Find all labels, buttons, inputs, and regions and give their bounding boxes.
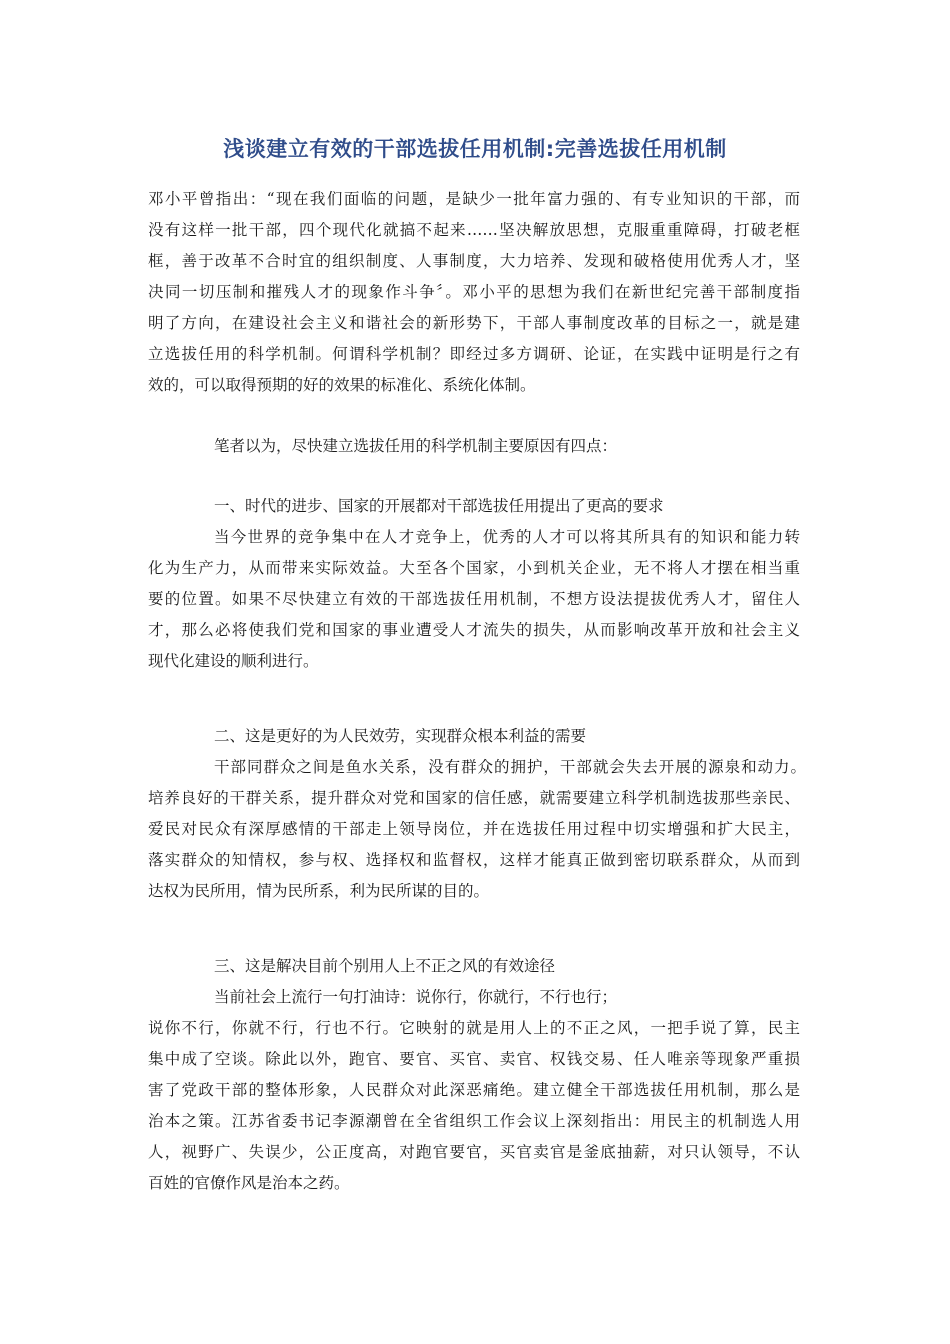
section-2-line: 培养良好的干群关系，提升群众对党和国家的信任感，就需要建立科学机制选拔那些亲民、	[148, 789, 800, 807]
section-2-heading: 二、这是更好的为人民效劳，实现群众根本利益的需要	[214, 727, 587, 745]
section-3-line: 说你不行，你就不行，行也不行。它映射的就是用人上的不正之风，一把手说了算，民主	[148, 1019, 800, 1037]
section-1-line: 才，那么必将使我们党和国家的事业遭受人才流失的损失，从而影响改革开放和社会主义	[148, 621, 800, 639]
section-2-line: 达权为民所用，情为民所系，利为民所谋的目的。	[148, 882, 490, 900]
intro-line: 明了方向，在建设社会主义和谐社会的新形势下，干部人事制度改革的目标之一，就是建	[148, 314, 800, 332]
section-2-line: 干部同群众之间是鱼水关系，没有群众的拥护，干部就会失去开展的源泉和动力。	[214, 758, 806, 776]
intro-line: 决同一切压制和摧残人才的现象作斗争〞。邓小平的思想为我们在新世纪完善干部制度指	[148, 283, 800, 301]
section-3-line: 当前社会上流行一句打油诗：说你行，你就行，不行也行；	[214, 988, 618, 1006]
section-3-line: 害了党政干部的整体形象，人民群众对此深恶痛绝。建立健全干部选拔任用机制，那么是	[148, 1081, 800, 1099]
section-1-heading: 一、时代的进步、国家的开展都对干部选拔任用提出了更高的要求	[214, 497, 664, 515]
intro-line: 邓小平曾指出：“现在我们面临的问题，是缺少一批年富力强的、有专业知识的干部，而	[148, 190, 800, 208]
section-1-line: 化为生产力，从而带来实际效益。大至各个国家，小到机关企业，无不将人才摆在相当重	[148, 559, 800, 577]
intro-line: 没有这样一批干部，四个现代化就搞不起来……坚决解放思想，克服重重障碍，打破老框	[148, 221, 800, 239]
intro-line: 立选拔任用的科学机制。何谓科学机制？即经过多方调研、论证，在实践中证明是行之有	[148, 345, 800, 363]
section-3-line: 集中成了空谈。除此以外，跑官、要官、买官、卖官、权钱交易、任人唯亲等现象严重损	[148, 1050, 800, 1068]
section-1-line: 当今世界的竞争集中在人才竞争上，优秀的人才可以将其所具有的知识和能力转	[214, 528, 800, 546]
intro-line: 效的，可以取得预期的好的效果的标准化、系统化体制。	[148, 376, 536, 394]
document-title: 浅谈建立有效的干部选拔任用机制:完善选拔任用机制	[223, 137, 727, 161]
section-3-heading: 三、这是解决目前个别用人上不正之风的有效途径	[214, 957, 556, 975]
section-2-line: 落实群众的知情权，参与权、选择权和监督权，这样才能真正做到密切联系群众，从而到	[148, 851, 800, 869]
section-1-line: 现代化建设的顺利进行。	[148, 652, 319, 670]
intro-line: 框，善于改革不合时宜的组织制度、人事制度，大力培养、发现和破格使用优秀人才，坚	[148, 252, 800, 270]
summary-line: 笔者以为，尽快建立选拔任用的科学机制主要原因有四点：	[214, 437, 618, 455]
section-1-line: 要的位置。如果不尽快建立有效的干部选拔任用机制，不想方设法提拔优秀人才，留住人	[148, 590, 800, 608]
section-3-line: 百姓的官僚作风是治本之药。	[148, 1174, 350, 1192]
section-2-line: 爱民对民众有深厚感情的干部走上领导岗位，并在选拔任用过程中切实增强和扩大民主，	[148, 820, 800, 838]
section-3-line: 治本之策。江苏省委书记李源潮曾在全省组织工作会议上深刻指出：用民主的机制选人用	[148, 1112, 800, 1130]
section-3-line: 人，视野广、失误少，公正度高，对跑官要官，买官卖官是釜底抽薪，对只认领导，不认	[148, 1143, 800, 1161]
